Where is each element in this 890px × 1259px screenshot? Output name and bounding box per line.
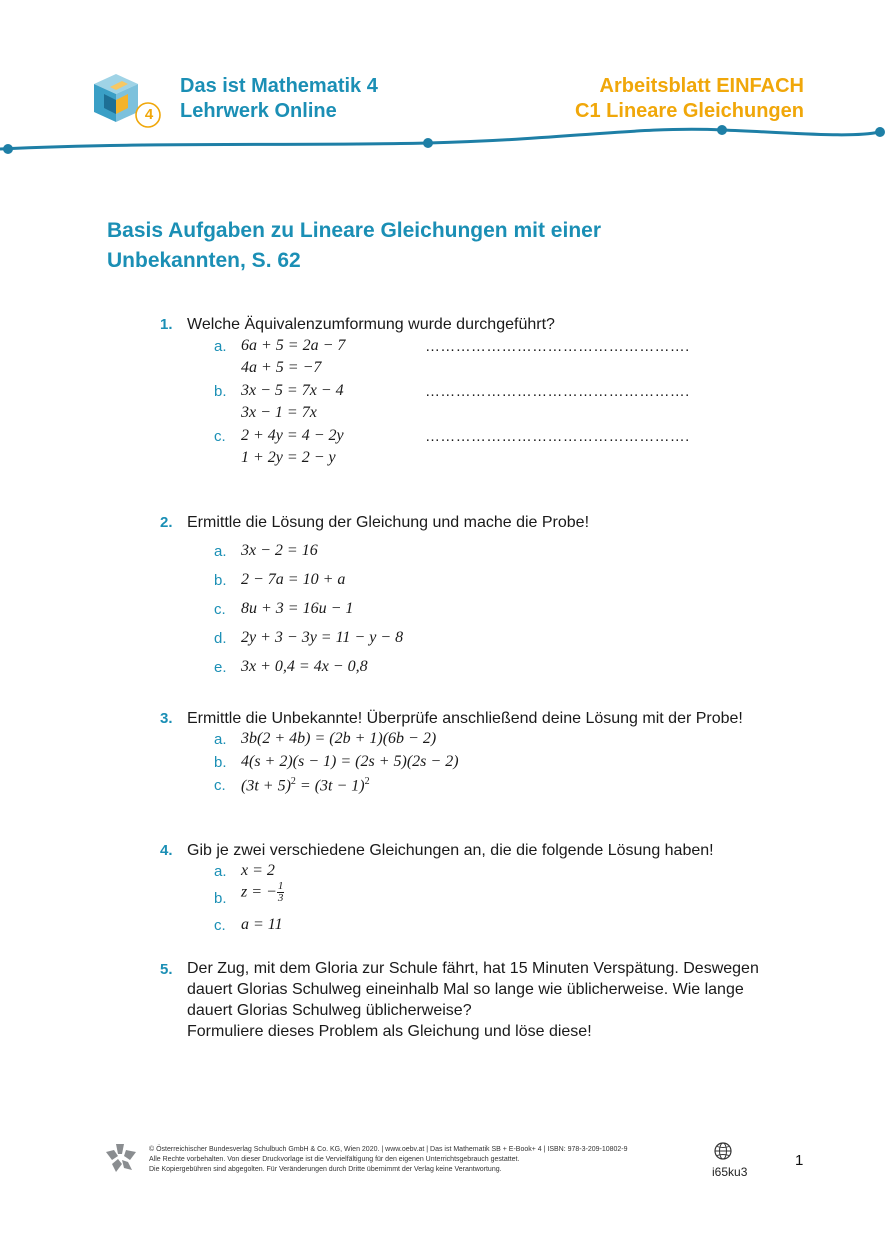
q1-item-line1: 2 + 4y = 4 − 2y: [241, 427, 344, 444]
q1-text: Welche Äquivalenzumformung wurde durchgeführt?: [187, 316, 555, 333]
q1-answer-dots: …………………………………………….: [425, 338, 690, 355]
q2-number: 2.: [160, 514, 173, 531]
q4-item-label: b.: [214, 890, 227, 907]
publisher-logo: [104, 1142, 138, 1174]
q4-number: 4.: [160, 842, 173, 859]
q4-item-equation: a = 11: [241, 916, 283, 933]
q1-item-label: c.: [214, 428, 226, 445]
q4-item-label: a.: [214, 863, 227, 880]
q1-answer-dots: …………………………………………….: [425, 428, 690, 445]
q4b-denominator: 3: [277, 892, 284, 904]
q4-text: Gib je zwei verschiedene Gleichungen an, die die folgende Lösung haben!: [187, 842, 714, 859]
q3c-exponent-left: 2: [290, 776, 296, 787]
q3-item-label: c.: [214, 777, 226, 794]
q5-number: 5.: [160, 961, 173, 978]
q1-answer-dots: …………………………………………….: [425, 383, 690, 400]
sheet-type: Arbeitsblatt EINFACH: [599, 75, 804, 97]
book-title: Das ist Mathematik 4: [180, 75, 378, 97]
q2-item-equation: 2y + 3 − 3y = 11 − y − 8: [241, 629, 404, 646]
q1-item-label: b.: [214, 383, 227, 400]
q2-item-label: b.: [214, 572, 227, 589]
q3-item-label: b.: [214, 754, 227, 771]
q1-item-line1: 6a + 5 = 2a − 7: [241, 337, 346, 354]
q5-line: Der Zug, mit dem Gloria zur Schule fährt, hat 15 Minuten Verspätung. Deswegen: [187, 960, 759, 977]
q1-item-line2: 3x − 1 = 7x: [241, 404, 317, 421]
q2-item-label: e.: [214, 659, 227, 676]
q3c-left: (3t + 5): [241, 777, 291, 795]
q3-item-equation: 3b(2 + 4b) = (2b + 1)(6b − 2): [241, 730, 437, 747]
q3-item-label: a.: [214, 731, 227, 748]
q2-item-label: c.: [214, 601, 226, 618]
book-subtitle: Lehrwerk Online: [180, 100, 337, 122]
q2-item-equation: 2 − 7a = 10 + a: [241, 571, 346, 588]
q5-line: Formuliere dieses Problem als Gleichung und löse diese!: [187, 1023, 592, 1040]
q2-text: Ermittle die Lösung der Gleichung und mache die Probe!: [187, 514, 590, 531]
page-title-line1: Basis Aufgaben zu Lineare Gleichungen mit einer: [107, 219, 601, 242]
q2-item-label: d.: [214, 630, 227, 647]
q4-item-equation: [241, 881, 284, 904]
globe-link-icon[interactable]: [713, 1141, 733, 1161]
q5-line: dauert Glorias Schulweg üblicherweise?: [187, 1002, 472, 1019]
q1-item-label: a.: [214, 338, 227, 355]
q3-item-equation: 4(s + 2)(s − 1) = (2s + 5)(2s − 2): [241, 753, 459, 770]
q3-number: 3.: [160, 710, 173, 727]
q2-item-label: a.: [214, 543, 227, 560]
logo-number: 4: [144, 106, 154, 123]
page-title-line2: Unbekannten, S. 62: [107, 249, 301, 272]
page-number: 1: [795, 1152, 804, 1169]
online-code[interactable]: i65ku3: [712, 1165, 748, 1179]
q3c-exponent-right: 2: [364, 776, 370, 787]
q4b-numerator: 1: [277, 880, 284, 892]
q1-number: 1.: [160, 316, 173, 333]
q4b-fraction: [277, 881, 285, 904]
q5-line: dauert Glorias Schulweg eineinhalb Mal so lange wie üblicherweise. Wie lange: [187, 981, 744, 998]
q2-item-equation: 3x − 2 = 16: [241, 542, 318, 559]
q1-item-line2: 1 + 2y = 2 − y: [241, 449, 336, 466]
q3-text: Ermittle die Unbekannte! Überprüfe anschließend deine Lösung mit der Probe!: [187, 710, 743, 727]
q3-item-equation: [241, 776, 370, 795]
footer-fees: Die Kopiergebühren sind abgegolten. Für Veränderungen durch Dritte übernimmt der Verlag keine Verantwortung.: [149, 1166, 502, 1173]
q2-item-equation: 8u + 3 = 16u − 1: [241, 600, 354, 617]
header-wave-line: [0, 120, 890, 160]
q4b-prefix: z = −: [241, 883, 277, 901]
footer-copyright: © Österreichischer Bundesverlag Schulbuch GmbH & Co. KG, Wien 2020. | www.oebv.at | Das ist Mathematik SB + E-Book+ 4 | ISBN: 978-3-209-10802-9: [149, 1146, 628, 1153]
q1-item-line1: 3x − 5 = 7x − 4: [241, 382, 344, 399]
sheet-topic: C1 Lineare Gleichungen: [575, 100, 804, 122]
footer-rights: Alle Rechte vorbehalten. Von dieser Druckvorlage ist die Vervielfältigung für den eigenen Unterrichtsgebrauch gestattet.: [149, 1156, 520, 1163]
q4-item-equation: x = 2: [241, 862, 275, 879]
q3c-right: = (3t − 1): [295, 777, 365, 795]
q2-item-equation: 3x + 0,4 = 4x − 0,8: [241, 658, 368, 675]
q1-item-line2: 4a + 5 = −7: [241, 359, 322, 376]
q4-item-label: c.: [214, 917, 226, 934]
